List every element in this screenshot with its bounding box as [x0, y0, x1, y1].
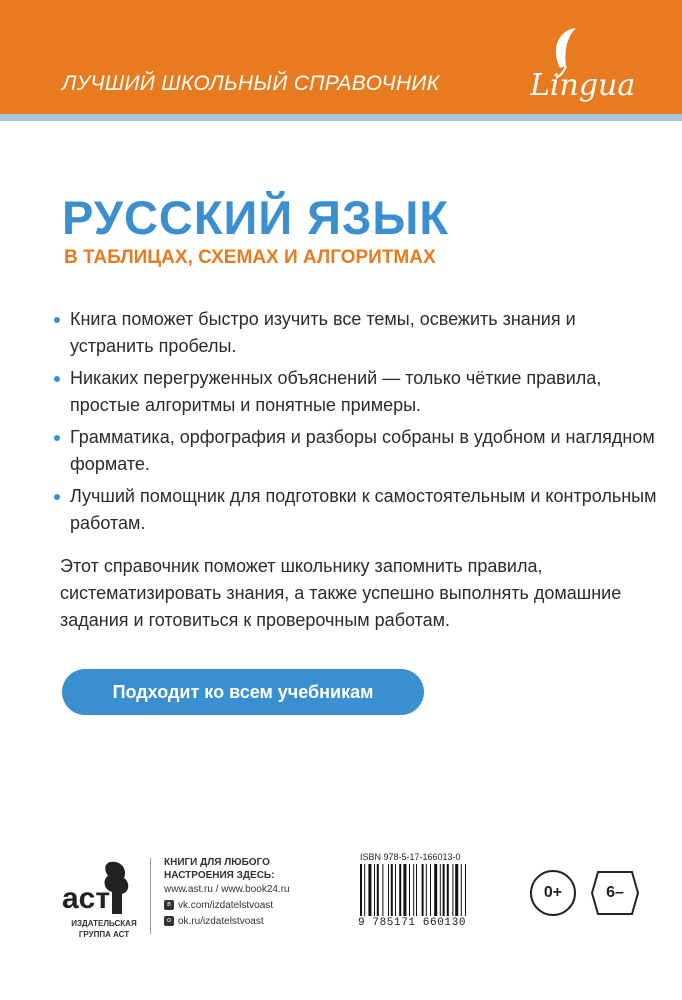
barcode-bar — [360, 864, 362, 916]
barcode-bar — [388, 864, 389, 916]
ast-logo — [58, 858, 138, 916]
list-item: Грамматика, орфография и разборы собраны в удобном и наглядном формате. — [48, 424, 658, 478]
barcode-bar — [409, 864, 410, 916]
barcode-bar — [461, 864, 462, 916]
barcode-bar — [416, 864, 417, 916]
barcode-bar — [440, 864, 441, 916]
barcode — [358, 864, 508, 916]
barcode-bar — [399, 864, 401, 916]
vk-icon: в — [164, 900, 174, 910]
series-title: ЛУЧШИЙ ШКОЛЬНЫЙ СПРАВОЧНИК — [62, 72, 440, 95]
barcode-bar — [403, 864, 406, 916]
list-item: Лучший помощник для подготовки к самостоятельным и контрольным работам. — [48, 483, 658, 537]
barcode-digits: 9 785171 660130 — [358, 917, 467, 929]
barcode-bar — [455, 864, 458, 916]
barcode-bar — [422, 864, 424, 916]
feature-list — [48, 306, 658, 542]
barcode-bar — [391, 864, 393, 916]
isbn-label: ISBN 978-5-17-166013-0 — [360, 852, 461, 862]
textbook-compatibility-badge: Подходит ко всем учебникам — [62, 669, 424, 715]
bullet-dot-icon — [54, 435, 60, 441]
barcode-bar — [465, 864, 466, 916]
barcode-bar — [364, 864, 365, 916]
publisher-contacts: КНИГИ ДЛЯ ЛЮБОГО НАСТРОЕНИЯ ЗДЕСЬ: www.ast.ru / www.book24.ru в vk.com/izdatelstvoast о ok.ru/izdatelstvoast — [164, 856, 344, 930]
bullet-dot-icon — [54, 494, 60, 500]
barcode-bar — [382, 864, 383, 916]
lingua-logo: Lingua — [530, 68, 636, 103]
barcode-bar — [395, 864, 396, 916]
list-item: Книга поможет быстро изучить все темы, освежить знания и устранить пробелы. — [48, 306, 658, 360]
barcode-bar — [443, 864, 445, 916]
websites-link[interactable]: www.ast.ru / www.book24.ru — [164, 884, 290, 895]
divider — [150, 858, 151, 934]
barcode-bar — [374, 864, 375, 916]
barcode-bar — [452, 864, 453, 916]
header-stripe — [0, 114, 682, 121]
barcode-bar — [430, 864, 431, 916]
bullet-dot-icon — [54, 376, 60, 382]
age-rating-badge: 0+ — [530, 870, 576, 916]
book-subtitle: В ТАБЛИЦАХ, СХЕМАХ И АЛГОРИТМАХ — [64, 247, 436, 268]
barcode-bar — [413, 864, 414, 916]
barcode-bar — [426, 864, 427, 916]
barcode-bar — [377, 864, 379, 916]
barcode-bar — [368, 864, 371, 916]
ast-logo-text: аст — [62, 882, 111, 915]
ok-link[interactable]: о ok.ru/izdatelstvoast — [164, 914, 344, 930]
grade-badge: 6– — [606, 884, 624, 901]
ok-icon: о — [164, 916, 174, 926]
book-title: РУССКИЙ ЯЗЫК — [62, 191, 450, 244]
publisher-caption: ИЗДАТЕЛЬСКАЯ ГРУППА АСТ — [71, 919, 137, 939]
barcode-bar — [434, 864, 437, 916]
barcode-bar — [447, 864, 449, 916]
description-paragraph: Этот справочник поможет школьнику запомнить правила, систематизировать знания, а также успешно выполнять домашние задания и готовиться к проверочным работам. — [60, 556, 622, 630]
list-item: Никаких перегруженных объяснений — только чёткие правила, простые алгоритмы и понятные примеры. — [48, 365, 658, 419]
bullet-dot-icon — [54, 317, 60, 323]
vk-link[interactable]: в vk.com/izdatelstvoast — [164, 898, 344, 914]
